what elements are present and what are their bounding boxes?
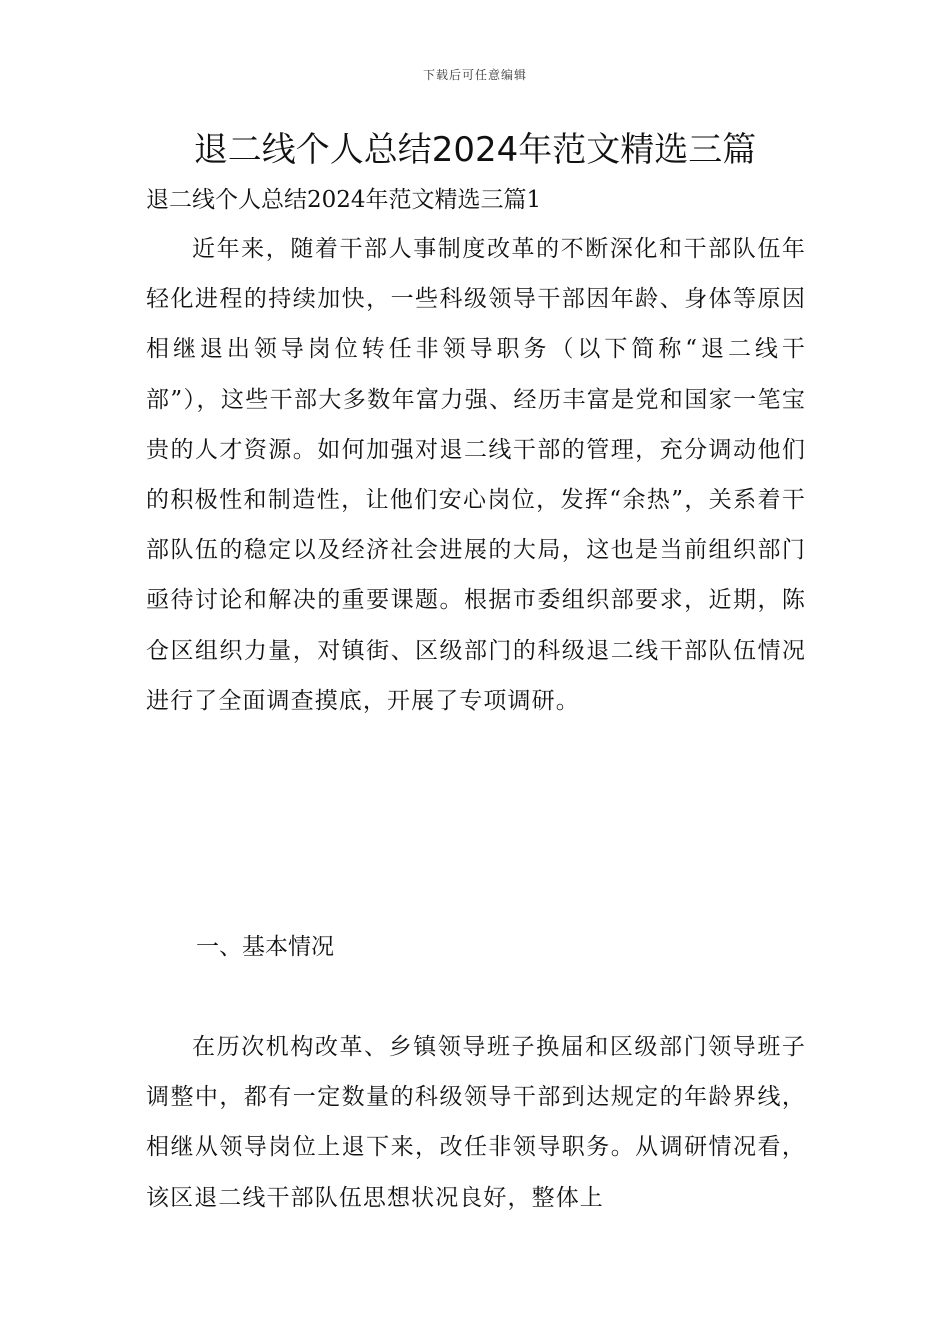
header-note: 下载后可任意编辑 <box>422 68 527 82</box>
document-title: 退二线个人总结2024年范文精选三篇 <box>193 130 757 170</box>
document-subtitle: 退二线个人总结2024年范文精选三篇1 <box>146 187 542 213</box>
body-paragraph-2: 在历次机构改革、乡镇领导班子换届和区级部门领导班子调整中，都有一定数量的科级领导干部到达规定的年龄界线，相继从领导岗位上退下来，改任非领导职务。从调研情况看，该区退二线干部队伍思想状况良好，整体上 <box>146 1034 806 1211</box>
section-heading: 一、基本情况 <box>196 934 334 960</box>
body-paragraph-1: 近年来，随着干部人事制度改革的不断深化和干部队伍年轻化进程的持续加快，一些科级领导干部因年龄、身体等原因相继退出领导岗位转任非领导职务（以下简称“退二线干部”），这些干部大多数年富力强、经历丰富是党和国家一笔宝贵的人才资源。如何加强对退二线干部的管理，充分调动他们的积极性和制造性，让他们安心岗位，发挥“余热”，关系着干部队伍的稳定以及经济社会进展的大局，这也是当前组织部门亟待讨论和解决的重要课题。根据市委组织部要求，近期，陈仓区组织力量，对镇街、区级部门的科级退二线干部队伍情况进行了全面调查摸底，开展了专项调研。 <box>146 236 806 714</box>
